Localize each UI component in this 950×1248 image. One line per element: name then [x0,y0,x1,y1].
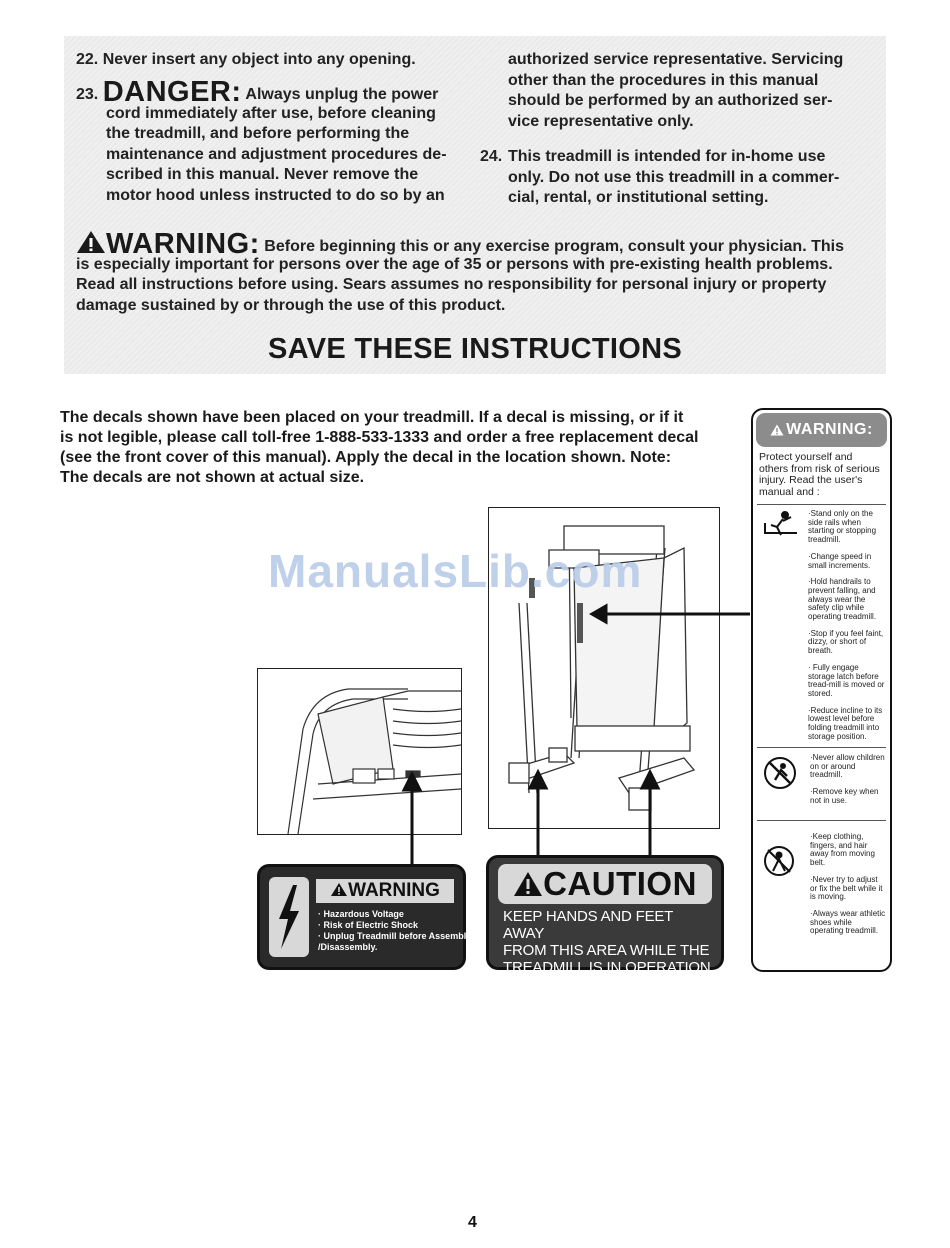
electrical-warning-label: WARNING [348,880,440,901]
shoes-rule: ·Always wear athletic shoes while operating treadmill. [810,908,886,936]
side-rule-6: ·Reduce incline to its lowest level before folding treadmill into storage position. [808,705,883,741]
side-rule-2: ·Change speed in small increments. [808,551,872,570]
intro-line-3: (see the front cover of this manual). Apply the decal in the location shown. Note: [60,449,672,466]
electrical-warning-items [318,909,472,953]
electrical-item-4: /Disassembly. [318,942,378,952]
item-23-line-4: maintenance and adjustment procedures de- [106,145,447,163]
item-23-line-5: scribed in this manual. Never remove the [106,166,419,183]
item-23-line-1: Always unplug the power [245,86,439,103]
person-on-treadmill-icon [761,511,799,537]
item-23-number: 23. [76,86,99,103]
motor-hood-detail-frame [257,668,462,835]
warning-paragraph [76,230,886,316]
continued-line-3: should be performed by an authorized ser- [508,92,833,109]
caution-line-3: TREADMILL IS IN OPERATION. [503,959,715,976]
item-23-line-6: motor hood unless instructed to do so by an [106,186,445,204]
electrical-warning-decal [257,864,472,970]
warning-label: WARNING: [106,228,260,260]
decals-intro [60,408,750,488]
motor-hood-drawing [258,669,461,834]
warning-triangle-icon [513,871,543,897]
danger-label: DANGER: [102,76,242,108]
intro-line-4: The decals are not shown at actual size. [60,469,365,486]
side-rule-1: ·Stand only on the side rails when starting or stopping treadmill. [808,509,877,545]
continued-line-1: authorized service representative. Servicing [508,51,844,68]
item-24-number: 24. [480,148,503,165]
no-children-icon [763,756,797,790]
page-number: 4 [468,1214,477,1231]
side-rule-5: · Fully engage storage latch before tread-mill is moved or stored. [808,662,885,698]
item-22 [76,50,476,71]
caution-header [498,864,712,904]
side-decal-header [756,413,887,447]
warning-line-4: damage sustained by or through the use of this product. [76,296,506,314]
belt-rule: ·Never try to adjust or fix the belt while it is moving. [810,874,883,902]
caution-line-1: KEEP HANDS AND FEET AWAY [503,908,673,942]
item-24 [480,147,880,209]
electrical-item-1: · Hazardous Voltage [318,909,404,919]
intro-line-2: is not legible, please call toll-free 1-888-533-1333 and order a free replacement decal [60,429,699,446]
item-22-number: 22. [76,51,99,68]
side-decal-header-label: WARNING: [786,421,873,438]
warning-line-1: Before beginning this or any exercise program, consult your physician. This [264,238,844,255]
electrical-item-2: · Risk of Electric Shock [318,920,419,930]
warning-line-2: is especially important for persons over the age of 35 or persons with pre-existing health problems. [76,255,833,273]
side-decal-intro: Protect yourself and others from risk of serious injury. Read the user's manual and : [759,451,880,498]
item-24-line-2: only. Do not use this treadmill in a commer- [508,168,840,186]
caution-text [503,908,717,976]
lightning-bolt-icon [269,877,309,957]
warning-triangle-icon [330,882,348,897]
item-22-text: Never insert any object into any opening. [102,51,416,68]
lightning-bolt-panel [269,877,309,957]
item-23-continued [508,50,878,132]
item-24-line-1: This treadmill is intended for in-home use [508,148,826,165]
item-23-line-3: the treadmill, and before performing the [106,125,410,142]
caution-label: CAUTION [543,865,697,902]
manualslib-watermark: ManualsLib.com [268,545,643,597]
warning-triangle-icon [76,230,106,254]
electrical-item-3: · Unplug Treadmill before Assembly [318,931,472,941]
intro-line-1: The decals shown have been placed on your treadmill. If a decal is missing, or if it [60,409,684,426]
item-23-line-2: cord immediately after use, before cleaning [106,104,436,122]
children-rule: ·Never allow children on or around treadmill. [810,753,885,780]
item-23 [76,76,476,206]
clothing-rule: ·Keep clothing, fingers, and hair away from moving belt. [810,832,875,868]
side-warning-decal [751,408,892,972]
side-rule-4: ·Stop if you feel faint, dizzy, or short of breath. [808,628,884,656]
warning-line-3: Read all instructions before using. Sears assumes no responsibility for personal injury or property [76,276,827,293]
side-rule-3: ·Hold handrails to prevent falling, and always wear the safety clip while operating treadmill. [808,577,877,622]
save-instructions-heading: SAVE THESE INSTRUCTIONS [267,333,683,365]
continued-line-4: vice representative only. [508,112,694,130]
key-rule: ·Remove key when not in use. [810,787,879,805]
item-24-line-3: cial, rental, or institutional setting. [508,189,769,206]
continued-line-2: other than the procedures in this manual [508,71,819,89]
caution-decal [486,855,724,976]
entanglement-hazard-icon [763,845,795,877]
electrical-warning-header [316,879,454,903]
caution-line-2: FROM THIS AREA WHILE THE [503,942,710,959]
warning-triangle-icon [770,424,784,436]
